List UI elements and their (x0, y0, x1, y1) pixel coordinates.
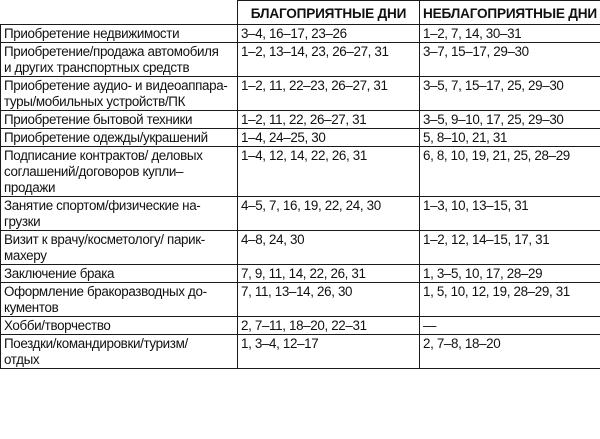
activity-cell: Приобретение недвижимости (1, 25, 238, 43)
good-days-cell: 1–4, 24–25, 30 (238, 129, 420, 147)
good-days-cell: 1–2, 11, 22, 26–27, 31 (238, 111, 420, 129)
table-row (1, 317, 600, 335)
table-row (1, 129, 600, 147)
activity-cell: Приобретение бытовой техники (1, 111, 238, 129)
table-row (1, 25, 600, 43)
header-good-days: БЛАГОПРИЯТНЫЕ ДНИ (238, 1, 420, 25)
good-days-cell: 1–4, 12, 14, 22, 26, 31 (238, 147, 420, 197)
bad-days-cell: 3–7, 15–17, 29–30 (420, 43, 600, 77)
header-activity (1, 1, 238, 25)
table-row (1, 231, 600, 265)
activity-cell: Заключение брака (1, 265, 238, 283)
good-days-cell: 1–2, 13–14, 23, 26–27, 31 (238, 43, 420, 77)
good-days-cell: 7, 11, 13–14, 26, 30 (238, 283, 420, 317)
activity-cell: Приобретение/продажа автомобиля и других транспортных средств (1, 43, 238, 77)
bad-days-cell: 6, 8, 10, 19, 21, 25, 28–29 (420, 147, 600, 197)
table-row (1, 265, 600, 283)
bad-days-cell: 1, 3–5, 10, 17, 28–29 (420, 265, 600, 283)
activity-cell: Подписание контрактов/ деловых соглашений/договоров купли– продажи (1, 147, 238, 197)
good-days-cell: 1–2, 11, 22–23, 26–27, 31 (238, 77, 420, 111)
header-bad-days: НЕБЛАГОПРИЯТНЫЕ ДНИ (420, 1, 600, 25)
good-days-cell: 4–5, 7, 16, 19, 22, 24, 30 (238, 197, 420, 231)
bad-days-cell: 1–2, 12, 14–15, 17, 31 (420, 231, 600, 265)
table-header-row (1, 1, 600, 25)
bad-days-cell: 2, 7–8, 18–20 (420, 335, 600, 369)
good-days-cell: 7, 9, 11, 14, 22, 26, 31 (238, 265, 420, 283)
bad-days-cell: 1–2, 7, 14, 30–31 (420, 25, 600, 43)
activity-cell: Занятие спортом/физические на- грузки (1, 197, 238, 231)
bad-days-cell: 5, 8–10, 21, 31 (420, 129, 600, 147)
table-row (1, 283, 600, 317)
table-row (1, 111, 600, 129)
bad-days-cell: 1–3, 10, 13–15, 31 (420, 197, 600, 231)
bad-days-cell: 3–5, 7, 15–17, 25, 29–30 (420, 77, 600, 111)
good-days-cell: 2, 7–11, 18–20, 22–31 (238, 317, 420, 335)
activity-cell: Хобби/творчество (1, 317, 238, 335)
table-row (1, 147, 600, 197)
bad-days-cell: 3–5, 9–10, 17, 25, 29–30 (420, 111, 600, 129)
bad-days-cell: 1, 5, 10, 12, 19, 28–29, 31 (420, 283, 600, 317)
table-row (1, 197, 600, 231)
activity-cell: Приобретение одежды/украшений (1, 129, 238, 147)
good-days-cell: 4–8, 24, 30 (238, 231, 420, 265)
good-days-cell: 1, 3–4, 12–17 (238, 335, 420, 369)
good-days-cell: 3–4, 16–17, 23–26 (238, 25, 420, 43)
activity-cell: Приобретение аудио- и видеоаппара- туры/мобильных устройств/ПК (1, 77, 238, 111)
table-row (1, 77, 600, 111)
table-row (1, 43, 600, 77)
activity-cell: Поездки/командировки/туризм/ отдых (1, 335, 238, 369)
activity-cell: Визит к врачу/косметологу/ парик- махеру (1, 231, 238, 265)
bad-days-cell: — (420, 317, 600, 335)
activity-cell: Оформление бракоразводных до- кументов (1, 283, 238, 317)
table-row (1, 335, 600, 369)
